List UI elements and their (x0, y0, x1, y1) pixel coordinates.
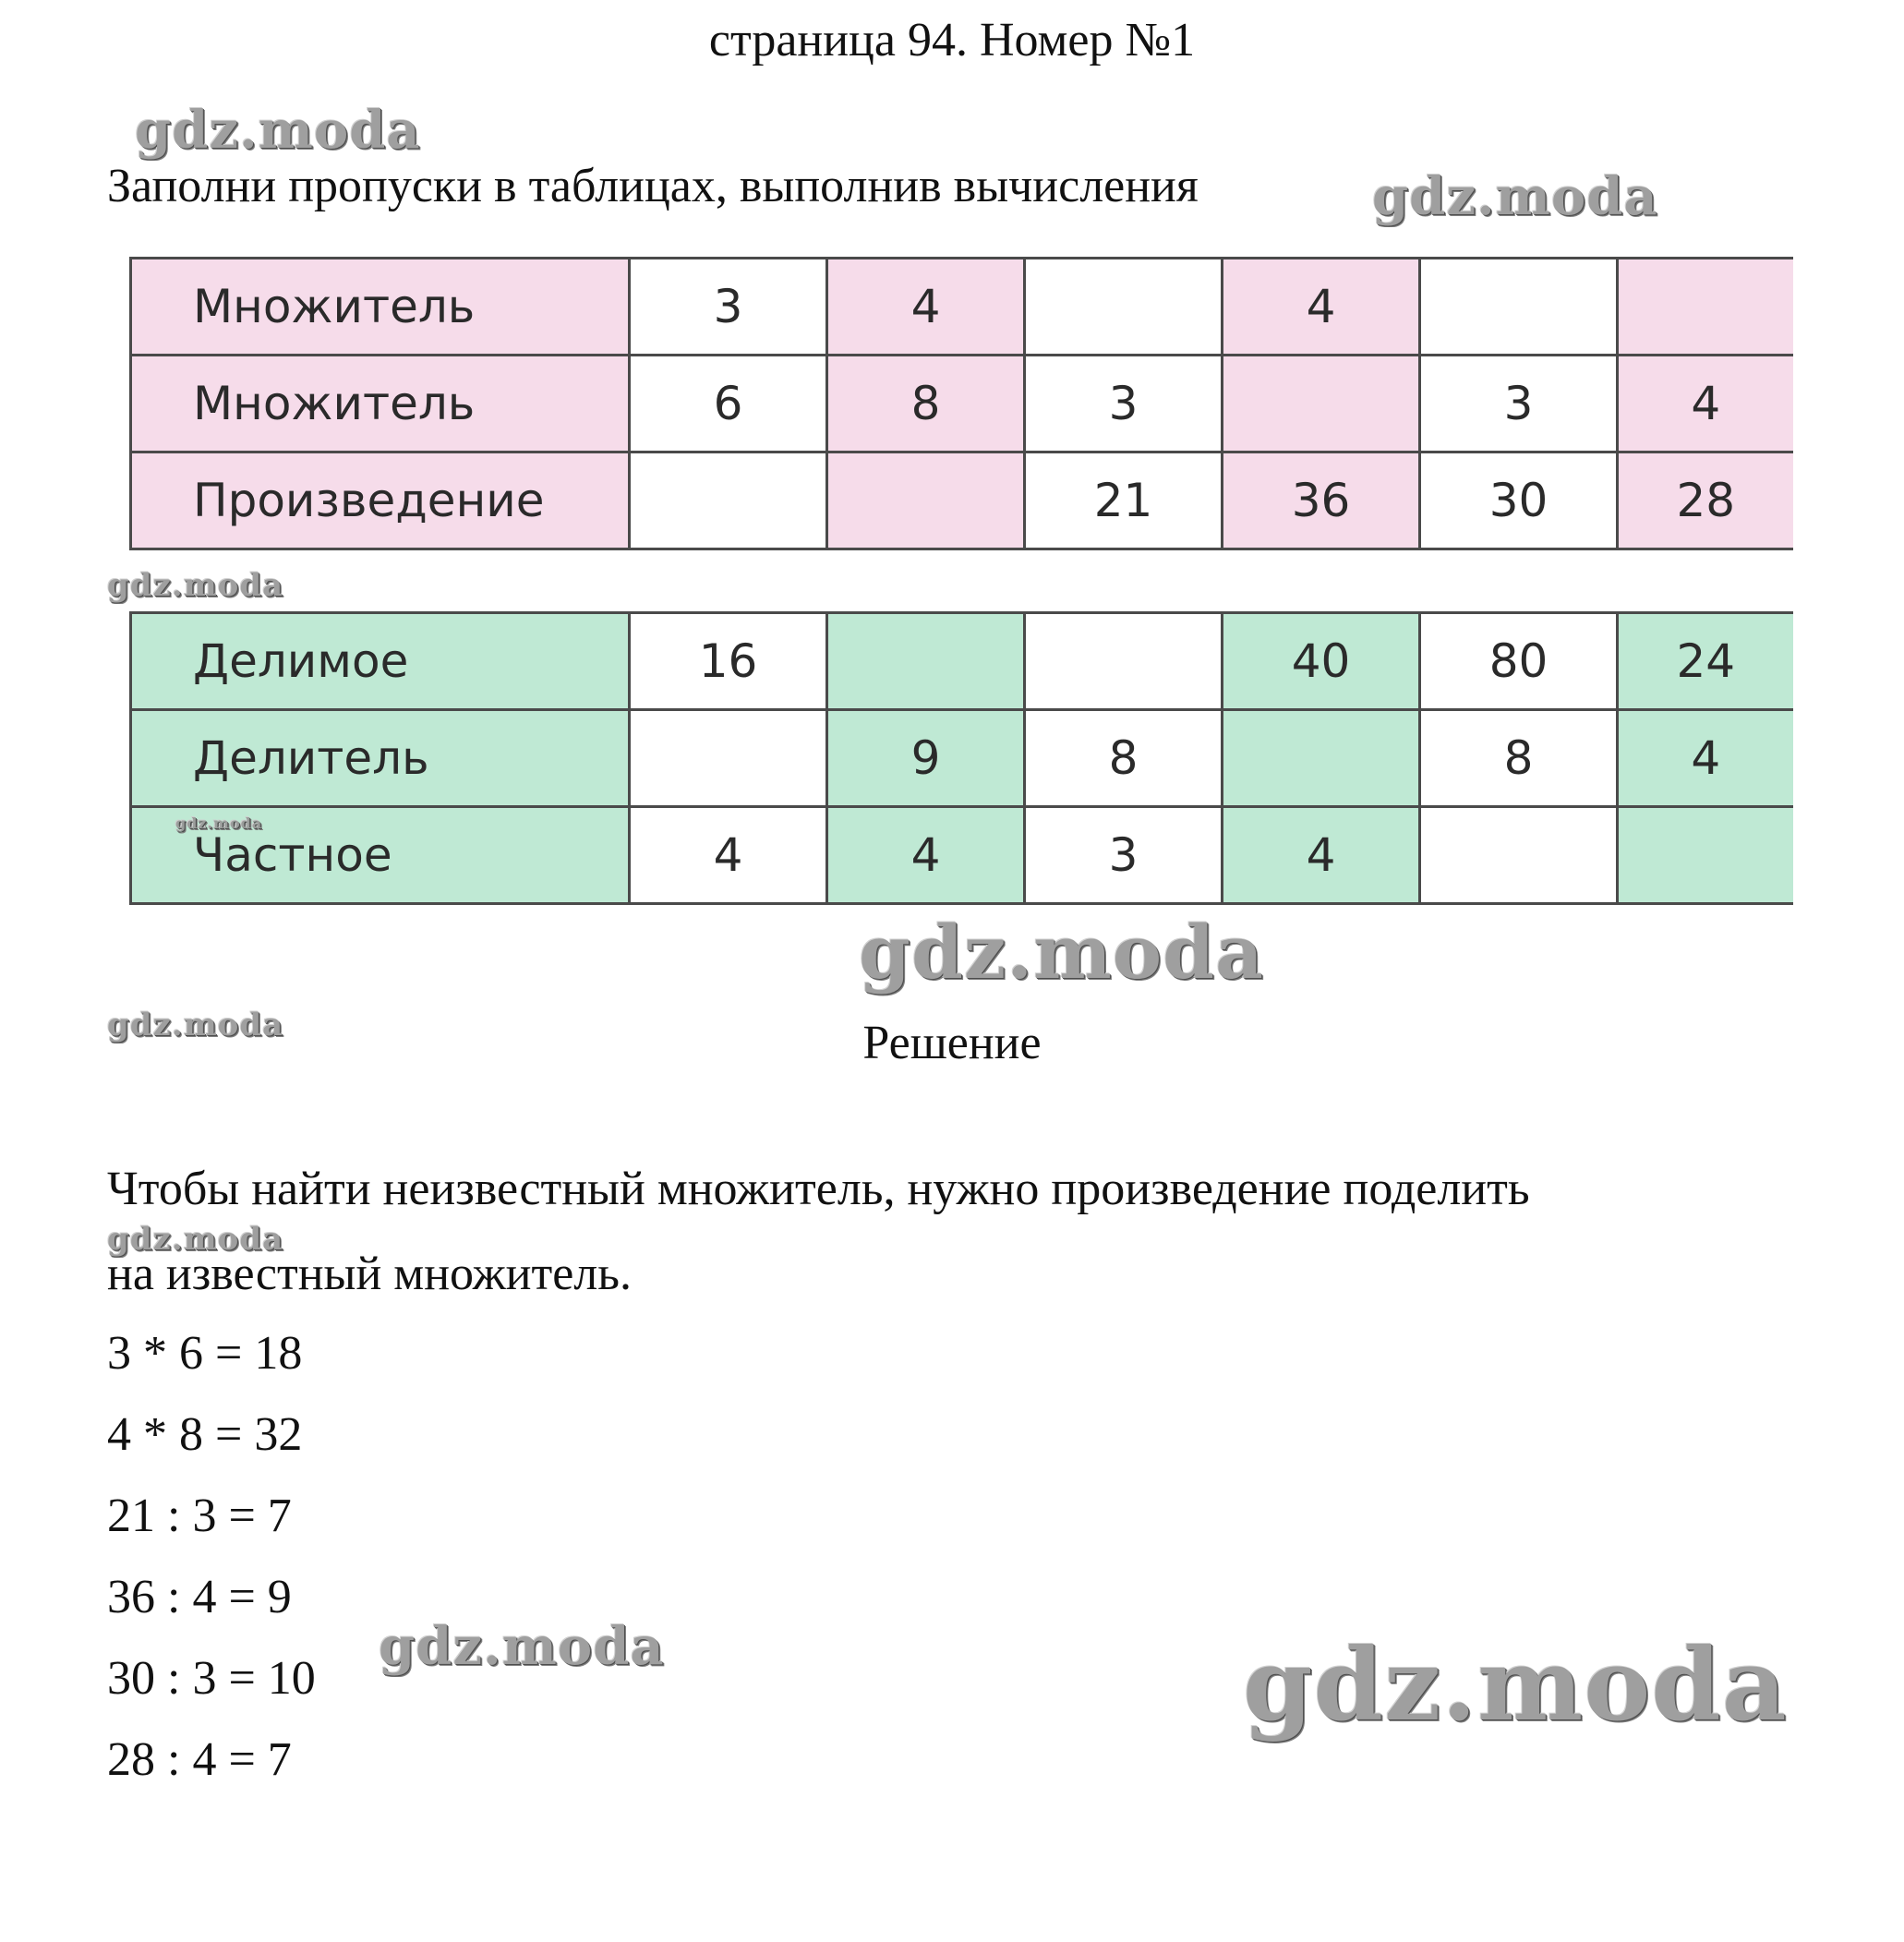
table-cell: 28 (1618, 452, 1793, 549)
watermark: gdz.moda (1243, 1627, 1788, 1743)
table-cell: 9 (827, 710, 1025, 807)
table-cell: 3 (1025, 807, 1223, 904)
table-cell (1618, 259, 1793, 356)
solution-line: 36 : 4 = 9 (107, 1571, 292, 1623)
row-label: Частное (131, 807, 630, 904)
table-cell: 8 (1025, 710, 1223, 807)
table-cell (827, 613, 1025, 710)
table-cell: 80 (1420, 613, 1618, 710)
row-label: Произведение (131, 452, 630, 549)
table-cell (1025, 259, 1223, 356)
table-row (131, 613, 1793, 710)
table-cell (827, 452, 1025, 549)
table-cell: 3 (1025, 356, 1223, 452)
table-row (131, 807, 1793, 904)
table-cell (1618, 807, 1793, 904)
table-row (131, 452, 1793, 549)
table-cell: 30 (1420, 452, 1618, 549)
table-cell: 40 (1223, 613, 1420, 710)
table-cell: 6 (630, 356, 827, 452)
division-table (129, 611, 1793, 905)
solution-line: 28 : 4 = 7 (107, 1733, 292, 1786)
table-cell: 3 (1420, 356, 1618, 452)
solution-rule-line-2: на известный множитель. (107, 1248, 632, 1300)
table-row (131, 259, 1793, 356)
watermark: gdz.moda (107, 1221, 284, 1258)
table-cell: 3 (630, 259, 827, 356)
multiplication-table (129, 257, 1793, 550)
table-cell (630, 452, 827, 549)
table-cell (1420, 807, 1618, 904)
table-row (131, 356, 1793, 452)
table-cell (1223, 710, 1420, 807)
row-label: Делитель (131, 710, 630, 807)
table-cell: 4 (1618, 710, 1793, 807)
watermark: gdz.moda (135, 100, 421, 161)
table-cell: 4 (827, 807, 1025, 904)
table-cell: 8 (827, 356, 1025, 452)
table-cell (1025, 613, 1223, 710)
table-cell: 4 (1223, 807, 1420, 904)
watermark: gdz.moda (107, 567, 284, 604)
solution-line: 3 * 6 = 18 (107, 1327, 303, 1380)
watermark: gdz.moda (1372, 166, 1658, 227)
table-cell (1420, 259, 1618, 356)
row-label: Множитель (131, 259, 630, 356)
watermark: gdz.moda (379, 1616, 665, 1677)
solution-line: 21 : 3 = 7 (107, 1490, 292, 1542)
watermark: gdz.moda (859, 909, 1264, 995)
table-cell (630, 710, 827, 807)
page-title: страница 94. Номер №1 (708, 14, 1196, 66)
solution-line: 30 : 3 = 10 (107, 1652, 316, 1705)
table-cell: 4 (630, 807, 827, 904)
table-cell: 21 (1025, 452, 1223, 549)
solution-rule-line-1: Чтобы найти неизвестный множитель, нужно произведение поделить (107, 1163, 1530, 1215)
row-label: Делимое (131, 613, 630, 710)
watermark: gdz.moda (175, 814, 263, 832)
table-cell: 24 (1618, 613, 1793, 710)
table-cell: 4 (1618, 356, 1793, 452)
task-text: Заполни пропуски в таблицах, выполнив вычисления (107, 160, 1199, 212)
table-cell: 8 (1420, 710, 1618, 807)
watermark: gdz.moda (107, 1007, 284, 1043)
table-cell (1223, 356, 1420, 452)
table-cell: 16 (630, 613, 827, 710)
table-cell: 36 (1223, 452, 1420, 549)
solution-line: 4 * 8 = 32 (107, 1408, 303, 1461)
solution-title: Решение (862, 1017, 1042, 1069)
table-cell: 4 (1223, 259, 1420, 356)
row-label: Множитель (131, 356, 630, 452)
table-cell: 4 (827, 259, 1025, 356)
table-row (131, 710, 1793, 807)
